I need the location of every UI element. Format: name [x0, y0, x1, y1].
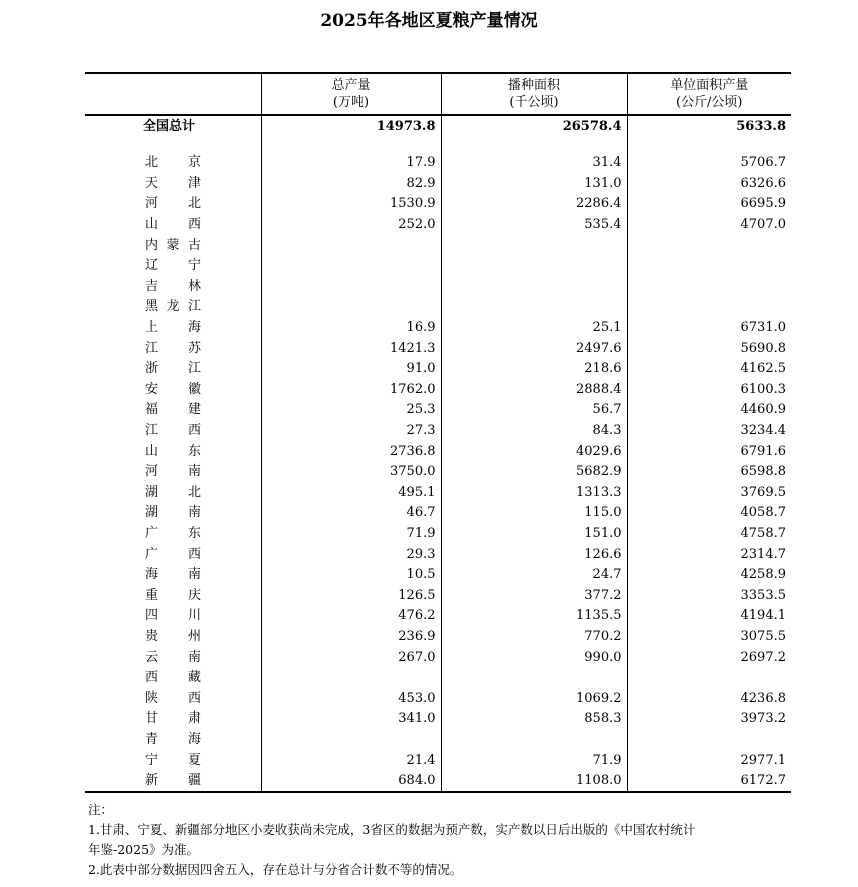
area-cell: 1135.5 — [441, 606, 627, 627]
region-name: 河北 — [145, 196, 201, 212]
yield-cell: 3353.5 — [627, 585, 791, 606]
region-name: 江苏 — [145, 340, 201, 356]
table-row — [85, 153, 791, 174]
area-cell: 535.4 — [441, 215, 627, 236]
table-row — [85, 359, 791, 380]
header-area — [441, 73, 627, 115]
region-name: 甘肃 — [145, 711, 201, 727]
output-cell: 25.3 — [261, 400, 441, 421]
area-cell: 377.2 — [441, 585, 627, 606]
yield-cell: 6100.3 — [627, 380, 791, 401]
yield-cell: 2314.7 — [627, 544, 791, 565]
region-name: 海南 — [145, 567, 201, 583]
area-cell: 31.4 — [441, 153, 627, 174]
area-cell — [441, 277, 627, 298]
output-cell: 29.3 — [261, 544, 441, 565]
yield-cell: 5690.8 — [627, 338, 791, 359]
output-cell: 126.5 — [261, 585, 441, 606]
area-cell — [441, 256, 627, 277]
header-region — [85, 73, 261, 115]
region-name: 福建 — [145, 402, 201, 418]
region-name: 吉林 — [145, 278, 201, 294]
yield-cell: 3234.4 — [627, 421, 791, 442]
yield-cell: 2697.2 — [627, 647, 791, 668]
yield-cell: 3075.5 — [627, 627, 791, 648]
yield-cell — [627, 256, 791, 277]
yield-cell: 6791.6 — [627, 441, 791, 462]
total-label: 全国总计 — [143, 119, 196, 134]
table-row — [85, 235, 791, 256]
area-cell: 1313.3 — [441, 483, 627, 504]
note-2: 2.此表中部分数据因四舍五入，存在总计与分省合计数不等的情况。 — [88, 862, 463, 877]
area-cell: 131.0 — [441, 174, 627, 195]
output-cell: 1421.3 — [261, 338, 441, 359]
table-row — [85, 544, 791, 565]
area-cell: 56.7 — [441, 400, 627, 421]
table-row — [85, 688, 791, 709]
table-row — [85, 215, 791, 236]
region-name: 新疆 — [145, 773, 201, 789]
output-cell: 267.0 — [261, 647, 441, 668]
output-cell: 17.9 — [261, 153, 441, 174]
yield-cell: 4758.7 — [627, 524, 791, 545]
area-cell: 1069.2 — [441, 688, 627, 709]
area-cell: 84.3 — [441, 421, 627, 442]
area-cell — [441, 668, 627, 689]
yield-cell — [627, 235, 791, 256]
region-name: 广东 — [145, 525, 201, 541]
area-cell: 218.6 — [441, 359, 627, 380]
region-name: 贵州 — [145, 628, 201, 644]
yield-cell: 5706.7 — [627, 153, 791, 174]
table-row — [85, 441, 791, 462]
output-cell: 341.0 — [261, 709, 441, 730]
table-notes — [88, 800, 788, 880]
yield-cell: 4258.9 — [627, 565, 791, 586]
output-cell: 1762.0 — [261, 380, 441, 401]
output-cell: 21.4 — [261, 750, 441, 771]
grain-output-table — [85, 72, 791, 793]
yield-cell: 3973.2 — [627, 709, 791, 730]
table-row — [85, 750, 791, 771]
output-cell: 453.0 — [261, 688, 441, 709]
header-output-name: 总产量 — [331, 78, 371, 93]
table-row — [85, 297, 791, 318]
table-row — [85, 380, 791, 401]
yield-cell: 2977.1 — [627, 750, 791, 771]
total-area: 26578.4 — [441, 115, 627, 139]
region-name: 辽宁 — [145, 258, 201, 274]
notes-label: 注： — [88, 802, 114, 817]
area-cell: 25.1 — [441, 318, 627, 339]
region-name: 河南 — [145, 464, 201, 480]
area-cell: 5682.9 — [441, 462, 627, 483]
table-row — [85, 730, 791, 751]
output-cell — [261, 277, 441, 298]
output-cell: 236.9 — [261, 627, 441, 648]
spacer-row — [85, 139, 791, 153]
area-cell — [441, 297, 627, 318]
output-cell: 684.0 — [261, 771, 441, 793]
area-cell: 24.7 — [441, 565, 627, 586]
region-name: 广西 — [145, 546, 201, 562]
region-name: 湖北 — [145, 484, 201, 500]
table-row — [85, 400, 791, 421]
region-name: 江西 — [145, 423, 201, 439]
yield-cell: 6172.7 — [627, 771, 791, 793]
area-cell: 126.6 — [441, 544, 627, 565]
region-name: 重庆 — [145, 587, 201, 603]
region-name: 黑龙江 — [145, 299, 201, 315]
region-name: 浙江 — [145, 361, 201, 377]
region-name: 湖南 — [145, 505, 201, 521]
header-output — [261, 73, 441, 115]
area-cell — [441, 235, 627, 256]
table-row — [85, 338, 791, 359]
table-row — [85, 483, 791, 504]
area-cell: 858.3 — [441, 709, 627, 730]
table-header-row — [85, 73, 791, 115]
region-name: 北京 — [145, 155, 201, 171]
area-cell: 71.9 — [441, 750, 627, 771]
table-row — [85, 647, 791, 668]
header-yield — [627, 73, 791, 115]
yield-cell: 4236.8 — [627, 688, 791, 709]
area-cell: 2888.4 — [441, 380, 627, 401]
area-cell: 2286.4 — [441, 194, 627, 215]
region-name: 上海 — [145, 320, 201, 336]
area-cell: 4029.6 — [441, 441, 627, 462]
table-row — [85, 277, 791, 298]
header-yield-name: 单位面积产量 — [670, 78, 749, 93]
yield-cell — [627, 277, 791, 298]
region-name: 内蒙古 — [145, 237, 201, 253]
header-area-name: 播种面积 — [507, 78, 560, 93]
yield-cell: 6326.6 — [627, 174, 791, 195]
note-1-line-1: 1.甘肃、宁夏、新疆部分地区小麦收获尚未完成，3省区的数据为预产数，实产数以日后出版的《中国农村统计 — [88, 822, 696, 837]
table-row — [85, 318, 791, 339]
region-name: 四川 — [145, 608, 201, 624]
area-cell: 151.0 — [441, 524, 627, 545]
output-cell: 82.9 — [261, 174, 441, 195]
header-output-unit: (万吨) — [332, 95, 370, 110]
yield-cell: 6695.9 — [627, 194, 791, 215]
yield-cell — [627, 668, 791, 689]
output-cell: 10.5 — [261, 565, 441, 586]
note-1-line-2: 年鉴-2025》为准。 — [88, 842, 200, 857]
table-row — [85, 668, 791, 689]
total-output: 14973.8 — [261, 115, 441, 139]
table-row — [85, 421, 791, 442]
output-cell: 91.0 — [261, 359, 441, 380]
area-cell: 770.2 — [441, 627, 627, 648]
table-row — [85, 565, 791, 586]
region-name: 山西 — [145, 217, 201, 233]
table-row — [85, 709, 791, 730]
total-yield: 5633.8 — [627, 115, 791, 139]
region-name: 西藏 — [145, 670, 201, 686]
area-cell: 115.0 — [441, 503, 627, 524]
output-cell: 495.1 — [261, 483, 441, 504]
yield-cell — [627, 297, 791, 318]
table-row — [85, 256, 791, 277]
output-cell: 71.9 — [261, 524, 441, 545]
header-yield-unit: (公斤/公顷) — [675, 95, 743, 110]
region-name: 云南 — [145, 649, 201, 665]
table-row — [85, 462, 791, 483]
region-name: 天津 — [145, 175, 201, 191]
table-row — [85, 194, 791, 215]
output-cell: 476.2 — [261, 606, 441, 627]
yield-cell: 4707.0 — [627, 215, 791, 236]
table-row — [85, 771, 791, 793]
header-area-unit: (千公顷) — [509, 95, 559, 110]
yield-cell: 4460.9 — [627, 400, 791, 421]
output-cell — [261, 297, 441, 318]
output-cell: 46.7 — [261, 503, 441, 524]
yield-cell: 6731.0 — [627, 318, 791, 339]
table-row — [85, 627, 791, 648]
yield-cell: 4162.5 — [627, 359, 791, 380]
region-name: 山东 — [145, 443, 201, 459]
yield-cell: 4058.7 — [627, 503, 791, 524]
yield-cell — [627, 730, 791, 751]
table-row — [85, 606, 791, 627]
area-cell — [441, 730, 627, 751]
region-name: 青海 — [145, 731, 201, 747]
output-cell: 252.0 — [261, 215, 441, 236]
output-cell — [261, 730, 441, 751]
total-row — [85, 115, 791, 139]
area-cell: 1108.0 — [441, 771, 627, 793]
table-row — [85, 524, 791, 545]
table-row — [85, 585, 791, 606]
region-name: 安徽 — [145, 381, 201, 397]
output-cell — [261, 235, 441, 256]
table-row — [85, 174, 791, 195]
region-name: 陕西 — [145, 690, 201, 706]
output-cell: 27.3 — [261, 421, 441, 442]
output-cell — [261, 668, 441, 689]
output-cell: 2736.8 — [261, 441, 441, 462]
table-row — [85, 503, 791, 524]
output-cell: 16.9 — [261, 318, 441, 339]
region-name: 宁夏 — [145, 752, 201, 768]
yield-cell: 3769.5 — [627, 483, 791, 504]
yield-cell: 6598.8 — [627, 462, 791, 483]
output-cell — [261, 256, 441, 277]
yield-cell: 4194.1 — [627, 606, 791, 627]
area-cell: 990.0 — [441, 647, 627, 668]
page-title: 2025年各地区夏粮产量情况 — [320, 11, 538, 31]
area-cell: 2497.6 — [441, 338, 627, 359]
output-cell: 3750.0 — [261, 462, 441, 483]
output-cell: 1530.9 — [261, 194, 441, 215]
